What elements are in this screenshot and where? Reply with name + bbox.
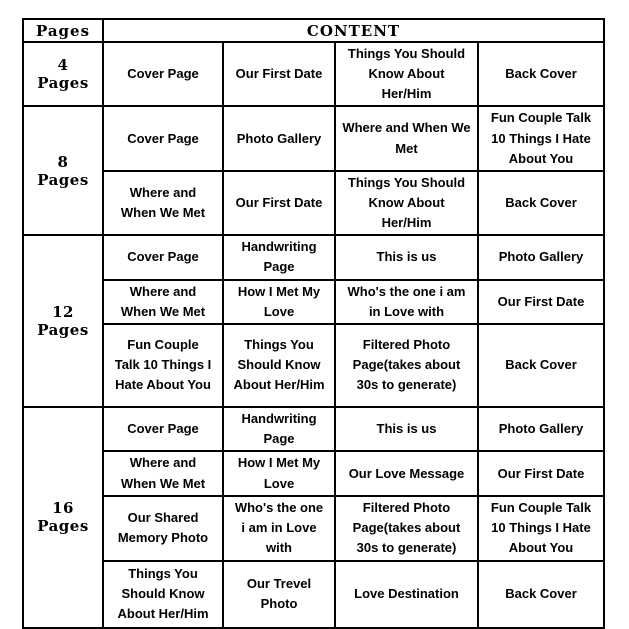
table-row — [23, 171, 604, 235]
table-cell: Fun Couple Talk 10 Things I Hate About You — [478, 496, 604, 560]
table-row — [23, 235, 604, 279]
table-cell: Cover Page — [103, 407, 223, 451]
content-table-container — [22, 18, 605, 629]
table-cell: Photo Gallery — [478, 235, 604, 279]
table-cell: Things You Should Know About Her/Him — [223, 324, 335, 407]
table-row — [23, 496, 604, 560]
content-table — [22, 18, 605, 629]
table-cell: Things You Should Know About Her/Him — [335, 42, 478, 106]
table-cell: Handwriting Page — [223, 235, 335, 279]
table-cell: Photo Gallery — [478, 407, 604, 451]
table-cell: Our First Date — [223, 42, 335, 106]
table-cell: This is us — [335, 235, 478, 279]
row-group-label: 4 Pages — [23, 42, 103, 106]
table-cell: Where and When We Met — [103, 280, 223, 324]
table-cell: Where and When We Met — [103, 451, 223, 496]
table-cell: Photo Gallery — [223, 106, 335, 170]
table-cell: Our First Date — [223, 171, 335, 235]
table-cell: Back Cover — [478, 561, 604, 628]
table-row — [23, 42, 604, 106]
table-cell: Where and When We Met — [335, 106, 478, 170]
table-cell: Things You Should Know About Her/Him — [335, 171, 478, 235]
pages-column-header: Pages — [23, 19, 103, 42]
row-group-label: 16 Pages — [23, 407, 103, 628]
table-cell: Filtered Photo Page(takes about 30s to generate) — [335, 324, 478, 407]
table-cell: Back Cover — [478, 42, 604, 106]
table-cell: Things You Should Know About Her/Him — [103, 561, 223, 628]
table-cell: Our Trevel Photo — [223, 561, 335, 628]
table-cell: Fun Couple Talk 10 Things I Hate About You — [478, 106, 604, 170]
table-cell: Who's the one i am in Love with — [335, 280, 478, 324]
table-cell: Our Love Message — [335, 451, 478, 496]
table-cell: Cover Page — [103, 42, 223, 106]
table-row — [23, 106, 604, 170]
table-row — [23, 451, 604, 496]
table-cell: Where and When We Met — [103, 171, 223, 235]
table-cell: Cover Page — [103, 106, 223, 170]
content-column-header: CONTENT — [103, 19, 604, 42]
table-cell: How I Met My Love — [223, 280, 335, 324]
table-cell: Who's the one i am in Love with — [223, 496, 335, 560]
row-group-label: 12 Pages — [23, 235, 103, 407]
table-cell: Filtered Photo Page(takes about 30s to generate) — [335, 496, 478, 560]
table-cell: Love Destination — [335, 561, 478, 628]
table-header-row — [23, 19, 604, 42]
table-cell: Our Shared Memory Photo — [103, 496, 223, 560]
table-cell: Cover Page — [103, 235, 223, 279]
table-cell: How I Met My Love — [223, 451, 335, 496]
table-cell: Our First Date — [478, 451, 604, 496]
table-cell: Handwriting Page — [223, 407, 335, 451]
table-cell: Our First Date — [478, 280, 604, 324]
table-cell: Back Cover — [478, 171, 604, 235]
table-cell: This is us — [335, 407, 478, 451]
table-cell: Back Cover — [478, 324, 604, 407]
row-group-label: 8 Pages — [23, 106, 103, 235]
table-row — [23, 561, 604, 628]
table-row — [23, 280, 604, 324]
table-row — [23, 407, 604, 451]
table-cell: Fun Couple Talk 10 Things I Hate About You — [103, 324, 223, 407]
content-table-body — [23, 19, 604, 628]
table-row — [23, 324, 604, 407]
